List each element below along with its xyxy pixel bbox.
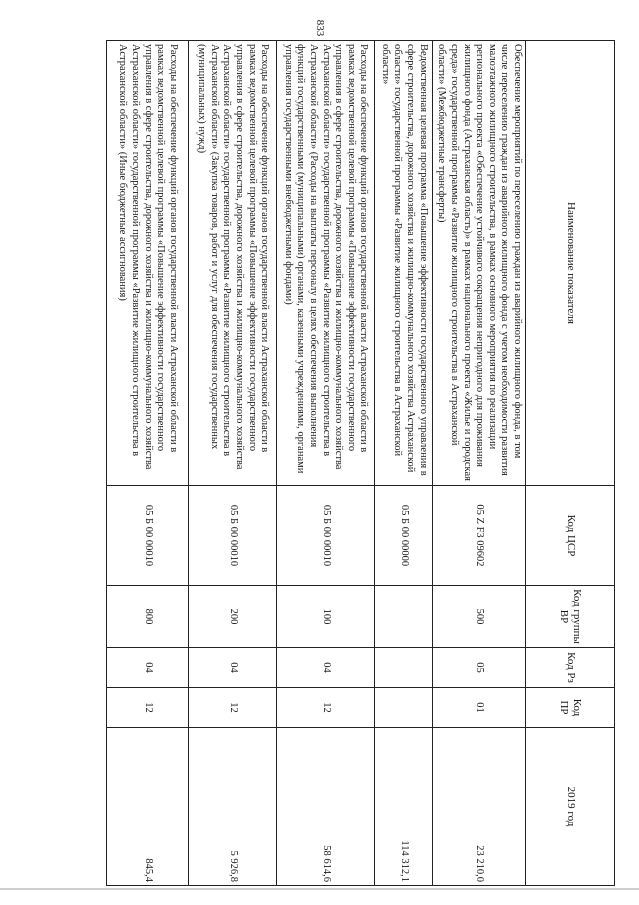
header-year: 2019 год — [526, 728, 615, 886]
row-rz — [374, 648, 432, 688]
row-csr: 05 Z F3 09602 — [432, 486, 525, 586]
row-rz: 04 — [276, 648, 374, 688]
budget-table — [106, 40, 615, 886]
row-rz: 04 — [106, 648, 188, 688]
row-pr: 01 — [432, 688, 525, 728]
row-value: 23 210,0 — [432, 728, 525, 886]
row-name: Ведомственная целевая программа «Повышение эффективности государственного управления в сфере строительства, дорожного хозяйства и жилищно-коммунального хозяйства Астраханской области» государственной программы «Развитие жилищного строительства в Астраханской области» — [374, 41, 432, 486]
row-rz: 04 — [188, 648, 276, 688]
row-pr — [374, 688, 432, 728]
page-number: 833 — [314, 19, 326, 37]
row-csr: 05 Б 00 00010 — [188, 486, 276, 586]
row-value: 58 614,6 — [276, 728, 374, 886]
row-pr: 12 — [106, 688, 188, 728]
row-vr: 500 — [432, 586, 525, 648]
table-row — [432, 41, 525, 886]
row-vr: 800 — [106, 586, 188, 648]
row-vr: 100 — [276, 586, 374, 648]
header-vr: Код группы ВР — [526, 586, 615, 648]
row-name: Расходы на обеспечение функций органов государственной власти Астраханской области в рамках ведомственной целевой программы «Повышение эффективности государственного управления в сфере строительства, дорожного хозяйства и жилищно-коммунального хозяйства Астраханской области» государственной программы «Развитие жилищного строительства в Астраханской области» (Расходы на выплаты персоналу в целях обеспечения выполнения функций государственными (муниципальными) органами, казенными учреждениями, органами управления государственными внебюджетными фондами) — [276, 41, 374, 486]
row-csr: 05 Б 00 00010 — [106, 486, 188, 586]
header-csr: Код ЦСР — [526, 486, 615, 586]
row-pr: 12 — [276, 688, 374, 728]
rotated-table-container — [110, 40, 615, 885]
row-vr — [374, 586, 432, 648]
table-row — [188, 41, 276, 886]
header-name: Наименование показателя — [526, 41, 615, 486]
row-vr: 200 — [188, 586, 276, 648]
row-name: Обеспечение мероприятий по переселению граждан из аварийного жилищного фонда, в том числе переселению граждан из аварийного жилищного фонда с учетом необходимости развития малоэтажного жилищного строительства, в рамках основного мероприятия по реализации регионального проекта «Обеспечение устойчивого сокращения непригодного для проживания жилищного фонда (Астраханская область)» в рамках национального проекта «Жилье и городская среда» государственной программы «Развитие жилищного строительства в Астраханской области» (Межбюджетные трансферты) — [432, 41, 525, 486]
header-row — [526, 41, 615, 886]
row-pr: 12 — [188, 688, 276, 728]
table-row — [276, 41, 374, 886]
row-value: 5 926,8 — [188, 728, 276, 886]
row-csr: 05 Б 00 00010 — [276, 486, 374, 586]
row-value: 114 312,1 — [374, 728, 432, 886]
table-row — [374, 41, 432, 886]
rotated-table-inner — [110, 40, 615, 885]
row-csr: 05 Б 00 00000 — [374, 486, 432, 586]
row-value: 845,4 — [106, 728, 188, 886]
header-rz: Код Рз — [526, 648, 615, 688]
row-name: Расходы на обеспечение функций органов государственной власти Астраханской области в рамках ведомственной целевой программы «Повышение эффективности государственного управления в сфере строительства, дорожного хозяйства и жилищно-коммунального хозяйства Астраханской области» государственной программы «Развитие жилищного строительства в Астраханской области» (Закупка товаров, работ и услуг для обеспечения государственных (муниципальных) нужд) — [188, 41, 276, 486]
header-pr: Код ПР — [526, 688, 615, 728]
page-bottom-edge — [0, 888, 639, 890]
row-name: Расходы на обеспечение функций органов государственной власти Астраханской области в рамках ведомственной целевой программы «Повышение эффективности государственного управления в сфере строительства, дорожного хозяйства и жилищно-коммунального хозяйства Астраханской области» государственной программы «Развитие жилищного строительства в Астраханской области» (Иные бюджетные ассигнования) — [106, 41, 188, 486]
table-row — [106, 41, 188, 886]
row-rz: 05 — [432, 648, 525, 688]
